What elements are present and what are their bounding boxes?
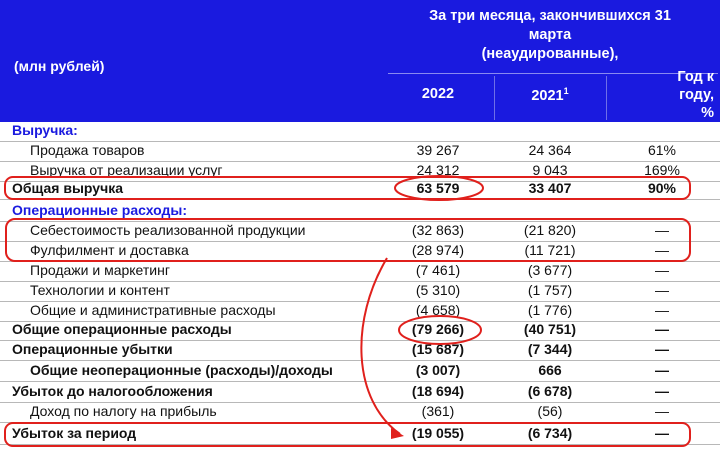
units-label: (млн рублей) <box>14 58 105 74</box>
cell-yoy: 90% <box>647 180 677 196</box>
cell-2022: (79 266) <box>411 321 465 337</box>
cell-2022: (4 658) <box>415 302 461 318</box>
cell-2021: (11 721) <box>524 242 576 258</box>
highlight-revenue-2022-value <box>395 176 483 200</box>
row-label: Продажи и маркетинг <box>30 262 170 278</box>
cell-2022: 24 312 <box>416 162 460 178</box>
cell-yoy: 61% <box>647 142 677 158</box>
cell-2021: (21 820) <box>523 222 577 238</box>
cell-yoy: — <box>655 302 669 318</box>
cell-yoy: — <box>655 403 669 419</box>
cell-2021: 24 364 <box>528 142 572 158</box>
cell-yoy: — <box>655 321 669 337</box>
cell-2021: (40 751) <box>523 321 577 337</box>
cell-yoy: — <box>655 425 669 441</box>
row-label: Технологии и контент <box>30 282 170 298</box>
cell-2022: 39 267 <box>416 142 460 158</box>
highlight-cost-rows <box>6 219 690 261</box>
row-label: Общие операционные расходы <box>12 321 232 337</box>
arrow-line <box>361 258 400 434</box>
footnote-marker: 1 <box>563 86 569 96</box>
cell-yoy: 169% <box>644 162 680 178</box>
arrowhead-icon <box>391 428 404 439</box>
row-label: Общие неоперационные (расходы)/доходы <box>30 362 333 378</box>
cell-2021: (6 678) <box>527 383 573 399</box>
row-label: Продажа товаров <box>30 142 145 158</box>
row-label: Фулфилмент и доставка <box>30 242 189 258</box>
cell-2021: (56) <box>537 403 563 419</box>
period-heading: За три месяца, закончившихся 31 марта (неаудированные), <box>429 8 671 62</box>
cell-2021: 666 <box>538 362 562 378</box>
column-header-2022: 2022 <box>421 86 455 102</box>
row-label: Операционные расходы: <box>12 202 188 218</box>
cell-yoy: — <box>655 282 669 298</box>
row-label: Выручка от реализации услуг <box>30 162 223 178</box>
cell-2021: (7 344) <box>527 341 573 357</box>
cell-2022: (7 461) <box>415 262 461 278</box>
row-label: Операционные убытки <box>12 341 173 357</box>
cell-2022: 63 579 <box>416 180 460 196</box>
cell-2022: (15 687) <box>411 341 465 357</box>
row-label: Доход по налогу на прибыль <box>30 403 217 419</box>
column-header-yoy: Год к году, % <box>677 69 714 121</box>
row-label: Убыток за период <box>12 425 137 441</box>
column-header-2021: 2021$^1$ <box>531 86 569 104</box>
cell-2022: (32 863) <box>411 222 465 238</box>
cell-2022: (18 694) <box>411 383 465 399</box>
row-label: Общая выручка <box>12 180 124 196</box>
cell-yoy: — <box>655 262 669 278</box>
highlight-opex-2022-value <box>399 316 481 344</box>
highlight-loss-row <box>5 423 690 446</box>
cell-yoy: — <box>655 362 669 378</box>
cell-2022: (361) <box>421 403 455 419</box>
cell-yoy: — <box>655 341 669 357</box>
cell-yoy: — <box>655 222 669 238</box>
row-label: Убыток до налогообложения <box>12 383 213 399</box>
highlight-total-revenue-row <box>5 177 690 199</box>
row-label: Общие и административные расходы <box>30 302 276 318</box>
cell-2021: (3 677) <box>527 262 573 278</box>
cell-2021: 9 043 <box>532 162 568 178</box>
cell-2022: (19 055) <box>411 425 465 441</box>
cell-2021: (1 776) <box>527 302 573 318</box>
cell-yoy: — <box>655 242 669 258</box>
cell-2022: (5 310) <box>415 282 461 298</box>
cell-2022: (28 974) <box>411 242 465 258</box>
cell-yoy: — <box>655 383 669 399</box>
cell-2022: (3 007) <box>415 362 461 378</box>
cell-2021: (6 734) <box>527 425 573 441</box>
cell-2021: (1 757) <box>527 282 573 298</box>
row-label: Выручка: <box>12 122 78 138</box>
row-label: Себестоимость реализованной продукции <box>30 222 306 238</box>
cell-2021: 33 407 <box>528 180 572 196</box>
